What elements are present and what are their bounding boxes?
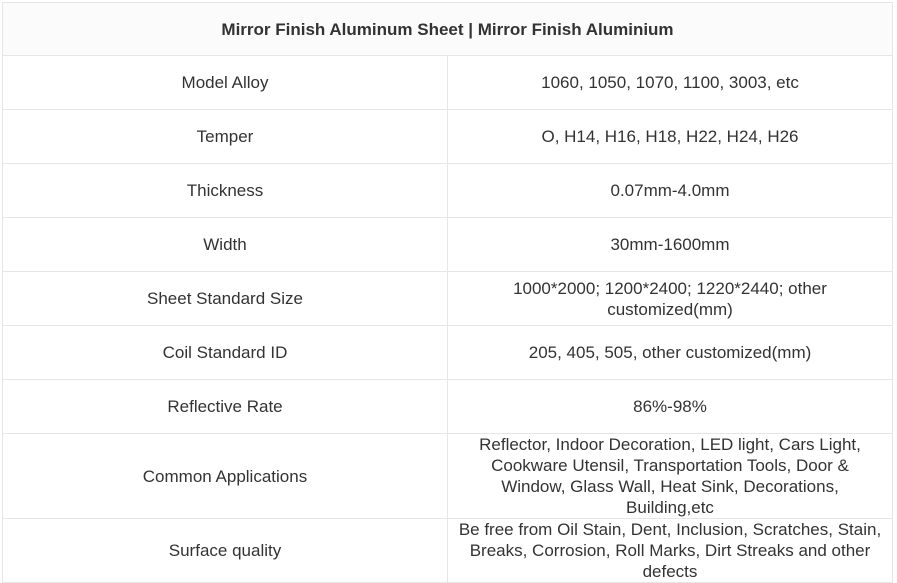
row-label: Common Applications — [3, 434, 448, 519]
row-value: Reflector, Indoor Decoration, LED light, Cars Light, Cookware Utensil, Transportation Tools, Door & Window, Glass Wall, Heat Sink, Decorations, Building,etc — [448, 434, 893, 519]
table-row-thickness — [3, 164, 893, 218]
row-value: 0.07mm-4.0mm — [448, 164, 893, 218]
row-label: Model Alloy — [3, 56, 448, 110]
row-label: Temper — [3, 110, 448, 164]
row-value: 1060, 1050, 1070, 1100, 3003, etc — [448, 56, 893, 110]
row-value: 205, 405, 505, other customized(mm) — [448, 326, 893, 380]
row-label: Sheet Standard Size — [3, 272, 448, 326]
row-value: O, H14, H16, H18, H22, H24, H26 — [448, 110, 893, 164]
row-label: Width — [3, 218, 448, 272]
row-label: Surface quality — [3, 519, 448, 583]
row-value: 86%-98% — [448, 380, 893, 434]
table-header-row — [3, 3, 893, 56]
table-row-model-alloy — [3, 56, 893, 110]
table-row-reflective-rate — [3, 380, 893, 434]
table-row-temper — [3, 110, 893, 164]
row-value: Be free from Oil Stain, Dent, Inclusion, Scratches, Stain, Breaks, Corrosion, Roll Marks, Dirt Streaks and other defects — [448, 519, 893, 583]
table-row-coil-standard-id — [3, 326, 893, 380]
table-row-common-applications — [3, 434, 893, 519]
row-value: 30mm-1600mm — [448, 218, 893, 272]
table-row-sheet-standard-size — [3, 272, 893, 326]
table-row-surface-quality — [3, 519, 893, 583]
row-label: Reflective Rate — [3, 380, 448, 434]
row-label: Thickness — [3, 164, 448, 218]
row-label: Coil Standard ID — [3, 326, 448, 380]
row-value: 1000*2000; 1200*2400; 1220*2440; other customized(mm) — [448, 272, 893, 326]
table-title: Mirror Finish Aluminum Sheet | Mirror Finish Aluminium — [3, 3, 893, 56]
spec-table — [2, 2, 893, 583]
table-row-width — [3, 218, 893, 272]
